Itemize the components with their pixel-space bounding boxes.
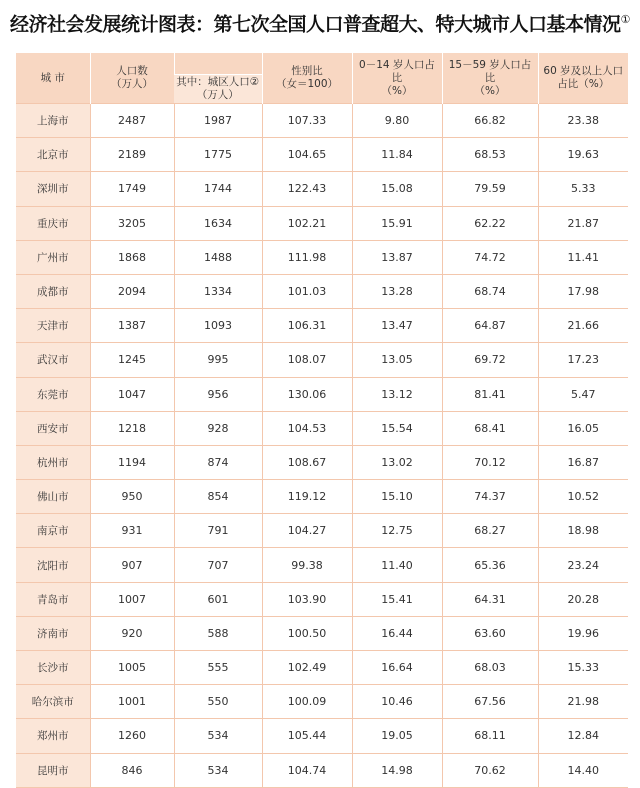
cell-age-15-59: 67.56 — [442, 685, 538, 719]
col-header-age-60-plus: 60 岁及以上人口 占比（%） — [538, 53, 628, 104]
table-row — [16, 377, 628, 411]
cell-population: 931 — [90, 514, 174, 548]
cell-sex-ratio: 107.33 — [262, 104, 352, 138]
col-header-age-0-14: 0－14 岁人口占比 （%） — [352, 53, 442, 104]
table-row — [16, 616, 628, 650]
cell-age-15-59: 74.37 — [442, 480, 538, 514]
cell-population: 1047 — [90, 377, 174, 411]
cell-urban-population: 601 — [174, 582, 262, 616]
table-row — [16, 240, 628, 274]
cell-city: 东莞市 — [16, 377, 90, 411]
table-row — [16, 719, 628, 753]
cell-age-15-59: 66.82 — [442, 104, 538, 138]
cell-age-15-59: 70.12 — [442, 445, 538, 479]
table-body — [16, 104, 628, 788]
cell-urban-population: 1634 — [174, 206, 262, 240]
cell-population: 1218 — [90, 411, 174, 445]
cell-age-0-14: 15.08 — [352, 172, 442, 206]
cell-urban-population: 707 — [174, 548, 262, 582]
cell-age-15-59: 65.36 — [442, 548, 538, 582]
col-header-urban-population-wrap — [174, 53, 262, 75]
cell-age-15-59: 79.59 — [442, 172, 538, 206]
cell-sex-ratio: 130.06 — [262, 377, 352, 411]
cell-age-60-plus: 20.28 — [538, 582, 628, 616]
cell-city: 南京市 — [16, 514, 90, 548]
cell-population: 950 — [90, 480, 174, 514]
cell-urban-population: 1744 — [174, 172, 262, 206]
cell-city: 哈尔滨市 — [16, 685, 90, 719]
cell-age-60-plus: 18.98 — [538, 514, 628, 548]
cell-city: 广州市 — [16, 240, 90, 274]
cell-age-15-59: 70.62 — [442, 753, 538, 787]
table-row — [16, 548, 628, 582]
cell-urban-population: 874 — [174, 445, 262, 479]
cell-age-0-14: 13.87 — [352, 240, 442, 274]
cell-age-60-plus: 17.98 — [538, 274, 628, 308]
col-header-sex-ratio: 性别比 （女＝100） — [262, 53, 352, 104]
cell-age-60-plus: 17.23 — [538, 343, 628, 377]
cell-age-0-14: 13.02 — [352, 445, 442, 479]
cell-population: 846 — [90, 753, 174, 787]
cell-age-60-plus: 14.40 — [538, 753, 628, 787]
cell-age-0-14: 10.46 — [352, 685, 442, 719]
cell-age-60-plus: 12.84 — [538, 719, 628, 753]
cell-age-15-59: 74.72 — [442, 240, 538, 274]
col-header-age-15-59: 15－59 岁人口占比 （%） — [442, 53, 538, 104]
table-row — [16, 172, 628, 206]
cell-age-60-plus: 10.52 — [538, 480, 628, 514]
cell-city: 杭州市 — [16, 445, 90, 479]
cell-age-15-59: 68.11 — [442, 719, 538, 753]
cell-sex-ratio: 103.90 — [262, 582, 352, 616]
cell-population: 1245 — [90, 343, 174, 377]
cell-city: 深圳市 — [16, 172, 90, 206]
cell-city: 上海市 — [16, 104, 90, 138]
cell-sex-ratio: 101.03 — [262, 274, 352, 308]
table-row — [16, 138, 628, 172]
cell-sex-ratio: 105.44 — [262, 719, 352, 753]
cell-city: 郑州市 — [16, 719, 90, 753]
cell-age-15-59: 64.87 — [442, 309, 538, 343]
table-row — [16, 104, 628, 138]
col-header-city: 城 市 — [16, 53, 90, 104]
cell-population: 1749 — [90, 172, 174, 206]
cell-city: 重庆市 — [16, 206, 90, 240]
cell-age-0-14: 16.64 — [352, 651, 442, 685]
cell-age-60-plus: 5.33 — [538, 172, 628, 206]
table-row — [16, 651, 628, 685]
cell-sex-ratio: 104.74 — [262, 753, 352, 787]
cell-urban-population: 995 — [174, 343, 262, 377]
table-row — [16, 309, 628, 343]
table-row — [16, 206, 628, 240]
cell-age-0-14: 13.47 — [352, 309, 442, 343]
cell-age-0-14: 16.44 — [352, 616, 442, 650]
cell-city: 成都市 — [16, 274, 90, 308]
table-row — [16, 343, 628, 377]
cell-city: 济南市 — [16, 616, 90, 650]
cell-city: 长沙市 — [16, 651, 90, 685]
cell-age-60-plus: 23.38 — [538, 104, 628, 138]
cell-urban-population: 1987 — [174, 104, 262, 138]
table-row — [16, 445, 628, 479]
cell-city: 北京市 — [16, 138, 90, 172]
cell-age-15-59: 81.41 — [442, 377, 538, 411]
cell-sex-ratio: 102.21 — [262, 206, 352, 240]
cell-age-60-plus: 16.87 — [538, 445, 628, 479]
cell-city: 昆明市 — [16, 753, 90, 787]
table-row — [16, 514, 628, 548]
cell-age-0-14: 15.91 — [352, 206, 442, 240]
cell-sex-ratio: 100.50 — [262, 616, 352, 650]
cell-age-15-59: 64.31 — [442, 582, 538, 616]
cell-urban-population: 854 — [174, 480, 262, 514]
cell-sex-ratio: 102.49 — [262, 651, 352, 685]
cell-urban-population: 1488 — [174, 240, 262, 274]
cell-population: 2189 — [90, 138, 174, 172]
cell-city: 沈阳市 — [16, 548, 90, 582]
cell-population: 3205 — [90, 206, 174, 240]
cell-sex-ratio: 108.07 — [262, 343, 352, 377]
cell-city: 青岛市 — [16, 582, 90, 616]
title-text: 经济社会发展统计图表：第七次全国人口普查超大、特大城市人口基本情况 — [10, 13, 621, 36]
cell-urban-population: 555 — [174, 651, 262, 685]
cell-age-0-14: 15.10 — [352, 480, 442, 514]
cell-age-60-plus: 5.47 — [538, 377, 628, 411]
cell-population: 1194 — [90, 445, 174, 479]
cell-sex-ratio: 104.65 — [262, 138, 352, 172]
cell-sex-ratio: 100.09 — [262, 685, 352, 719]
cell-city: 武汉市 — [16, 343, 90, 377]
cell-age-15-59: 62.22 — [442, 206, 538, 240]
cell-age-60-plus: 16.05 — [538, 411, 628, 445]
cell-sex-ratio: 119.12 — [262, 480, 352, 514]
cell-population: 1005 — [90, 651, 174, 685]
cell-sex-ratio: 99.38 — [262, 548, 352, 582]
cell-age-60-plus: 15.33 — [538, 651, 628, 685]
cell-city: 天津市 — [16, 309, 90, 343]
cell-population: 907 — [90, 548, 174, 582]
cell-urban-population: 1093 — [174, 309, 262, 343]
cell-age-15-59: 68.74 — [442, 274, 538, 308]
cell-age-60-plus: 21.66 — [538, 309, 628, 343]
cell-age-0-14: 15.54 — [352, 411, 442, 445]
cell-sex-ratio: 104.27 — [262, 514, 352, 548]
cell-age-0-14: 19.05 — [352, 719, 442, 753]
cell-city: 西安市 — [16, 411, 90, 445]
cell-population: 1007 — [90, 582, 174, 616]
cell-population: 2487 — [90, 104, 174, 138]
cell-urban-population: 550 — [174, 685, 262, 719]
cell-age-0-14: 11.40 — [352, 548, 442, 582]
cell-sex-ratio: 104.53 — [262, 411, 352, 445]
cell-sex-ratio: 108.67 — [262, 445, 352, 479]
cell-age-0-14: 12.75 — [352, 514, 442, 548]
cell-population: 1001 — [90, 685, 174, 719]
cell-age-60-plus: 23.24 — [538, 548, 628, 582]
cell-age-0-14: 15.41 — [352, 582, 442, 616]
cell-urban-population: 1775 — [174, 138, 262, 172]
cell-age-0-14: 9.80 — [352, 104, 442, 138]
population-table — [16, 53, 628, 788]
cell-age-0-14: 13.12 — [352, 377, 442, 411]
cell-sex-ratio: 111.98 — [262, 240, 352, 274]
cell-sex-ratio: 106.31 — [262, 309, 352, 343]
cell-urban-population: 928 — [174, 411, 262, 445]
table-row — [16, 411, 628, 445]
cell-age-0-14: 11.84 — [352, 138, 442, 172]
table-row — [16, 685, 628, 719]
cell-city: 佛山市 — [16, 480, 90, 514]
cell-population: 1260 — [90, 719, 174, 753]
cell-age-60-plus: 19.63 — [538, 138, 628, 172]
cell-age-60-plus: 19.96 — [538, 616, 628, 650]
cell-age-15-59: 68.41 — [442, 411, 538, 445]
cell-age-60-plus: 21.98 — [538, 685, 628, 719]
table-row — [16, 753, 628, 787]
cell-age-60-plus: 11.41 — [538, 240, 628, 274]
table-row — [16, 274, 628, 308]
cell-age-0-14: 13.05 — [352, 343, 442, 377]
cell-age-15-59: 68.53 — [442, 138, 538, 172]
cell-population: 1868 — [90, 240, 174, 274]
cell-age-15-59: 68.27 — [442, 514, 538, 548]
col-header-urban-population: 其中：城区人口② （万人） — [174, 75, 262, 104]
cell-age-60-plus: 21.87 — [538, 206, 628, 240]
cell-urban-population: 1334 — [174, 274, 262, 308]
cell-urban-population: 956 — [174, 377, 262, 411]
cell-age-0-14: 13.28 — [352, 274, 442, 308]
cell-urban-population: 534 — [174, 719, 262, 753]
col-header-population: 人口数 （万人） — [90, 53, 174, 104]
cell-age-15-59: 63.60 — [442, 616, 538, 650]
cell-urban-population: 534 — [174, 753, 262, 787]
cell-age-15-59: 69.72 — [442, 343, 538, 377]
title-footnote-marker: ① — [620, 13, 630, 26]
table-row — [16, 582, 628, 616]
cell-population: 920 — [90, 616, 174, 650]
cell-population: 1387 — [90, 309, 174, 343]
cell-sex-ratio: 122.43 — [262, 172, 352, 206]
cell-age-0-14: 14.98 — [352, 753, 442, 787]
cell-urban-population: 588 — [174, 616, 262, 650]
cell-population: 2094 — [90, 274, 174, 308]
page-title — [0, 0, 640, 40]
table-row — [16, 480, 628, 514]
cell-urban-population: 791 — [174, 514, 262, 548]
cell-age-15-59: 68.03 — [442, 651, 538, 685]
